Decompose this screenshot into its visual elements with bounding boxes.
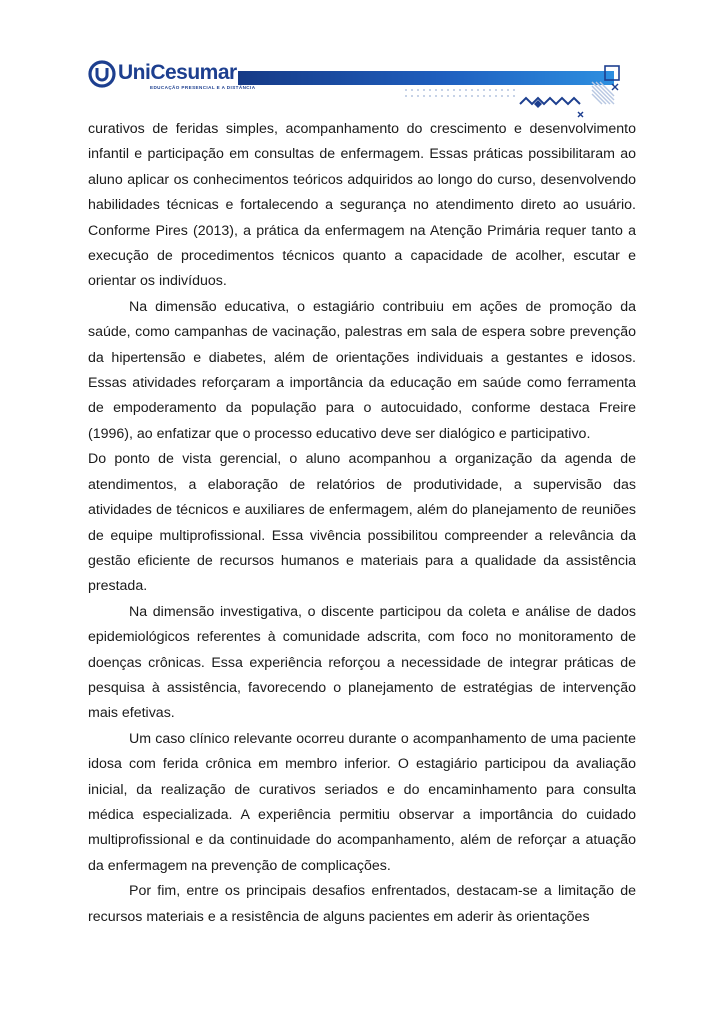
document-body: [88, 117, 636, 930]
header-decoration: [400, 60, 640, 120]
paragraph-5: Um caso clínico relevante ocorreu durante o acompanhamento de uma paciente idosa com ferida crônica em membro inferior. O estagiário participou da avaliação inicial, da realização de curativos seriados e do encaminhamento para consulta médica especializada. A experiência permitiu observar a importância do cuidado multiprofissional e da continuidade do acompanhamento, além de reforçar a atuação da enfermagem na prevenção de complicações.: [88, 730, 636, 874]
unicesumar-logo: [88, 60, 256, 94]
paragraph-1: curativos de feridas simples, acompanhamento do crescimento e desenvolvimento infantil e participação em consultas de enfermagem. Essas práticas possibilitaram ao aluno aplicar os conhecimentos teóricos adquiridos ao longo do curso, desenvolvendo habilidades técnicas e fortalecendo a segurança no atendimento direto ao usuário. Conforme Pires (2013), a prática da enfermagem na Atenção Primária requer tanto a execução de procedimentos técnicos quanto a capacidade de acolher, escutar e orientar os indivíduos.: [88, 121, 636, 290]
paragraph-3: Do ponto de vista gerencial, o aluno acompanhou a organização da agenda de atendimentos, a elaboração de relatórios de produtividade, a supervisão das atividades de técnicos e auxiliares de enfermagem, além do planejamento de reuniões de equipe multiprofissional. Essa vivência possibilitou compreender a relevância da gestão eficiente de recursos humanos e materiais para a qualidade da assistência prestada.: [88, 451, 636, 595]
paragraph-4: Na dimensão investigativa, o discente participou da coleta e análise de dados epidemiológicos referentes à comunidade adscrita, com foco no monitoramento de doenças crônicas. Essa experiência reforçou a necessidade de integrar práticas de pesquisa à assistência, favorecendo o planejamento de estratégias de intervenção mais efetivas.: [88, 603, 636, 722]
page-header: [0, 0, 724, 130]
logo-mark-icon: [88, 60, 116, 88]
paragraph-2: Na dimensão educativa, o estagiário contribuiu em ações de promoção da saúde, como campanhas de vacinação, palestras em sala de espera sobre prevenção da hipertensão e diabetes, além de orientações individuais a gestantes e idosos. Essas atividades reforçaram a importância da educação em saúde como ferramenta de empoderamento da população para o autocuidado, conforme destaca Freire (1996), ao enfatizar que o processo educativo deve ser dialógico e participativo.: [88, 298, 636, 442]
brand-tagline: EDUCAÇÃO PRESENCIAL E A DISTÂNCIA: [150, 85, 256, 90]
brand-name: UniCesumar: [118, 61, 237, 84]
paragraph-6: Por fim, entre os principais desafios enfrentados, destacam-se a limitação de recursos materiais e a resistência de alguns pacientes em aderir às orientações: [88, 883, 636, 925]
